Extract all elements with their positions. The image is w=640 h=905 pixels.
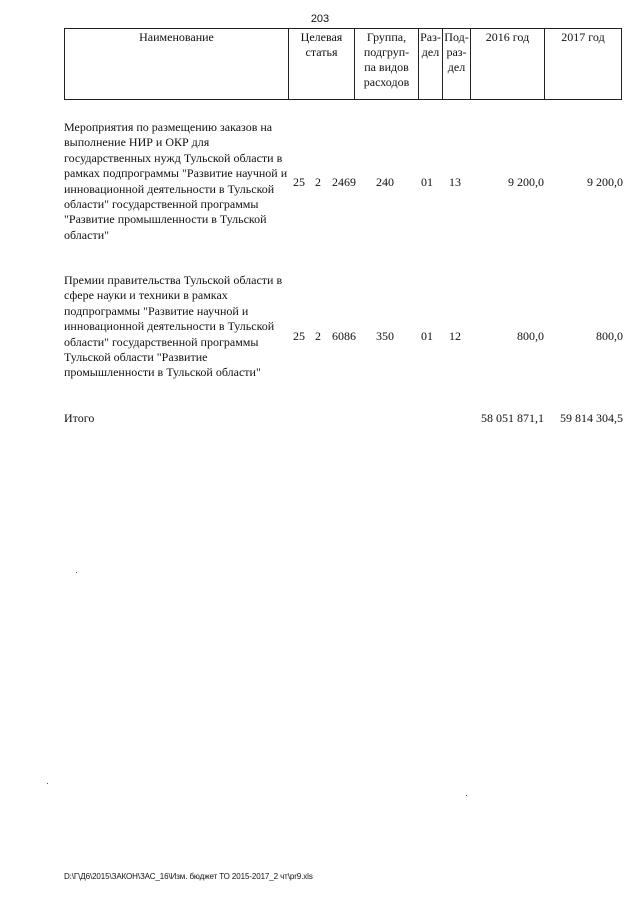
- row-section: 01: [421, 329, 433, 343]
- row-code-direction: 2469: [332, 175, 356, 189]
- row-subsection: 12: [449, 329, 461, 343]
- scan-speck: [466, 795, 467, 796]
- header-section: Раз- дел: [419, 29, 443, 100]
- row-name: Премии правительства Тульской области в сфере науки и техники в рамках подпрограммы "Развитие научной и инновационной деятельности в Тульской области" государственной программы Тульской области "Развитие промышленности в Тульской области": [64, 273, 283, 380]
- page-number: 203: [310, 13, 330, 25]
- row-name: Мероприятия по размещению заказов на выполнение НИР и ОКР для государственных нужд Тульской области в рамках подпрограммы "Развитие научной и инновационной деятельности в Тульской области" государственной программы "Развитие промышленности в Тульской области": [64, 120, 288, 242]
- scan-speck: [76, 572, 77, 573]
- row-code-subprogram: 2: [315, 175, 321, 189]
- row-expense-group: 240: [376, 175, 394, 189]
- header-year-2016: 2016 год: [471, 29, 545, 100]
- row-code-direction: 6086: [332, 329, 356, 343]
- total-2016: 58 051 871,1: [481, 411, 544, 425]
- row-code-subprogram: 2: [315, 329, 321, 343]
- header-target-article: Целевая статья: [289, 29, 355, 100]
- row-section: 01: [421, 175, 433, 189]
- scan-speck: [47, 783, 48, 784]
- row-subsection: 13: [449, 175, 461, 189]
- row-expense-group: 350: [376, 329, 394, 343]
- row-value-2016: 9 200,0: [508, 175, 544, 189]
- total-2017: 59 814 304,5: [560, 411, 623, 425]
- header-name: Наименование: [65, 29, 289, 100]
- file-path-footer: D:\Г\Д6\2015\ЗАКОН\ЗАС_16\Изм. бюджет ТО 2015-2017_2 чт\pr9.xls: [64, 872, 313, 881]
- header-subsection: Под- раз- дел: [443, 29, 471, 100]
- header-year-2017: 2017 год: [545, 29, 622, 100]
- row-value-2016: 800,0: [517, 329, 544, 343]
- row-value-2017: 9 200,0: [587, 175, 623, 189]
- row-code-program: 25: [293, 175, 305, 189]
- row-value-2017: 800,0: [596, 329, 623, 343]
- row-code-program: 25: [293, 329, 305, 343]
- total-label: Итого: [64, 411, 95, 425]
- header-expense-group: Группа, подгруп- па видов расходов: [355, 29, 419, 100]
- table-header: [64, 28, 622, 100]
